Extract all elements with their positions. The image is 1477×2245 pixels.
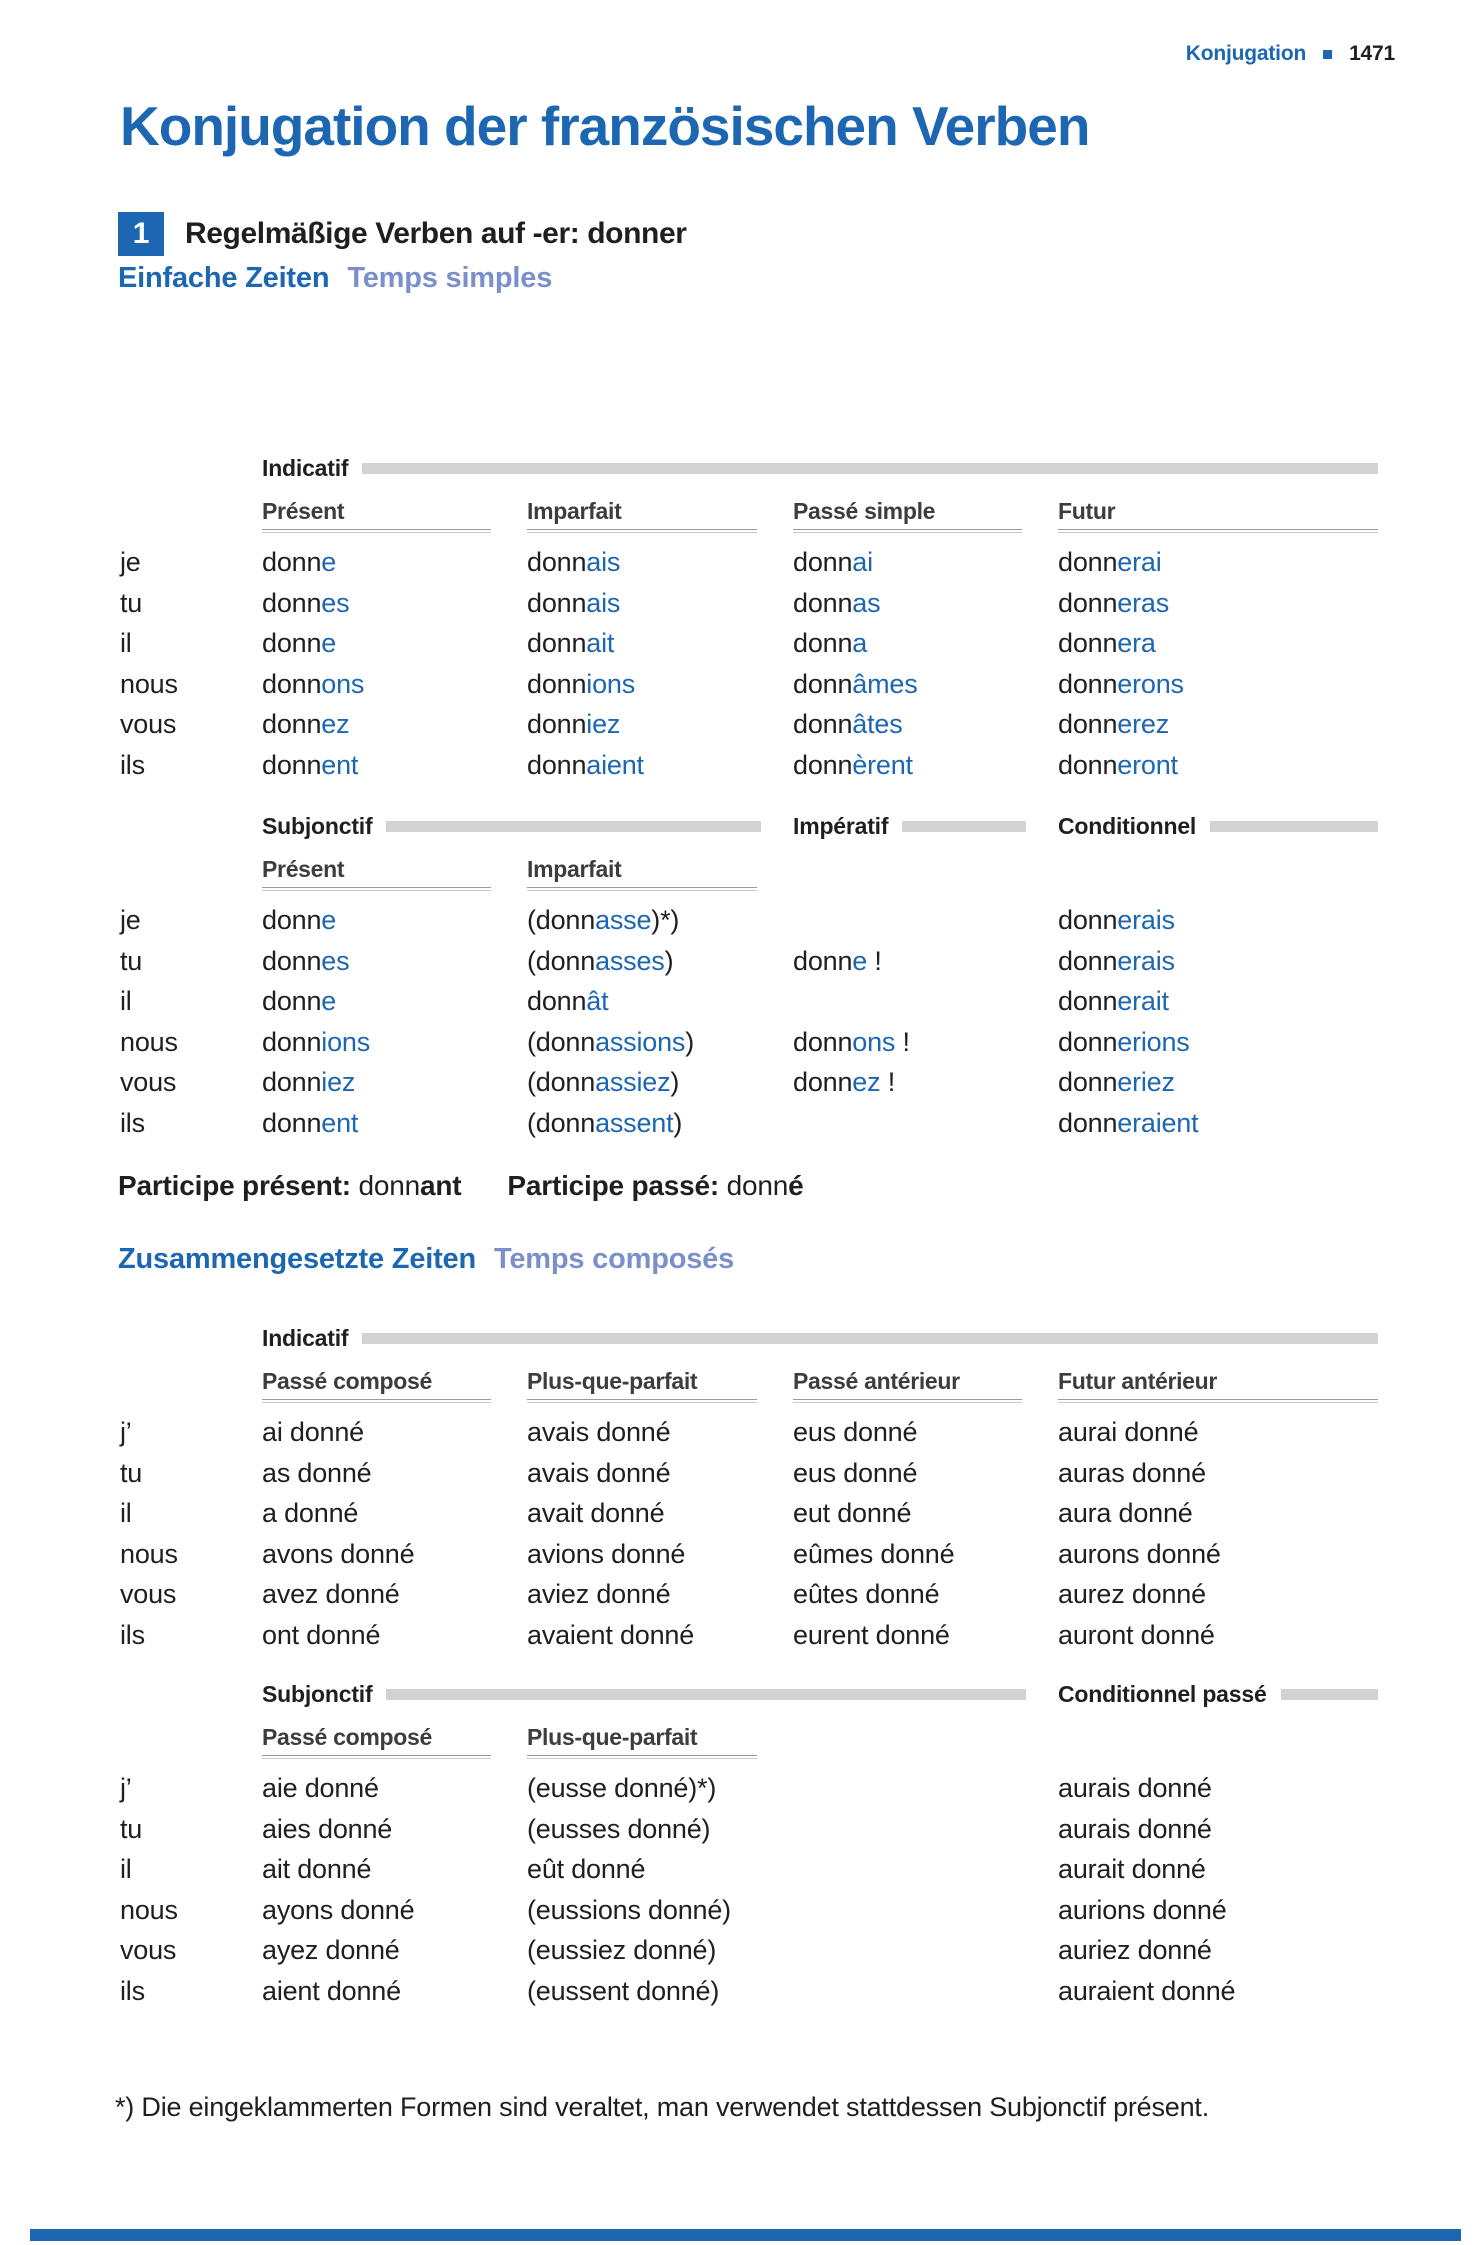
tense-band (793, 813, 1058, 840)
conjugation-form: donne (262, 547, 337, 577)
tense-column-header (1058, 498, 1378, 532)
conjugation-form: donniez (262, 1067, 356, 1097)
tense-column-header-label: Passé simple (793, 498, 936, 524)
conjugation-form: donnerais (1058, 945, 1175, 976)
tense-band-row (120, 1676, 1378, 1712)
tense-column-header-label: Futur antérieur (1058, 1368, 1218, 1394)
conjugation-form (793, 981, 1058, 1022)
tense-column-header-label: Futur (1058, 498, 1116, 524)
conjugation-form: aurons donné (1058, 1538, 1221, 1569)
conjugation-form: donneras (1058, 587, 1169, 618)
pronoun-label: nous (120, 1894, 178, 1925)
participle-ending: ant (420, 1170, 462, 1201)
conjugation-form: (eussent donné) (527, 1975, 720, 2006)
tense-band-row (120, 1320, 1378, 1356)
conjugation-form: donnerai (1058, 547, 1162, 577)
conjugation-form (793, 1768, 1058, 1809)
conjugation-form: (donnassions) (527, 1026, 695, 1057)
subsection-heading-french: Temps simples (347, 262, 553, 294)
participle-ending: é (788, 1170, 804, 1201)
conjugation-form: donnas (793, 587, 881, 618)
tense-column-header-label: Passé composé (262, 1724, 432, 1750)
conjugation-form: eus donné (793, 1457, 918, 1488)
pronoun-label: tu (120, 1457, 143, 1488)
simple-subjonctif-imperatif-conditionnel-table (120, 808, 1378, 1143)
conjugation-form (793, 1890, 1058, 1931)
pronoun-label: tu (120, 1813, 143, 1844)
conjugation-form: donne ! (793, 945, 882, 976)
band-rule (362, 1333, 1378, 1344)
conjugation-form: aurait donné (1058, 1854, 1206, 1884)
conjugation-form: donnons (262, 668, 365, 699)
conjugation-form: donnerez (1058, 709, 1169, 739)
pronoun-label: il (120, 986, 132, 1016)
conjugation-form: (eussiez donné) (527, 1935, 717, 1965)
subsection-heading-french: Temps composés (494, 1243, 735, 1275)
conjugation-form: aurais donné (1058, 1773, 1212, 1803)
conjugation-form (793, 1849, 1058, 1890)
tense-band-row (120, 808, 1378, 844)
conjugation-form: donnes (262, 945, 350, 976)
participle-label: Participe passé: (507, 1170, 719, 1201)
conjugation-form: aurais donné (1058, 1813, 1212, 1844)
conjugation-rows (120, 1412, 1378, 1655)
pronoun-label: je (120, 905, 141, 935)
tense-band (1058, 1681, 1378, 1708)
section-heading (118, 212, 687, 256)
conjugation-form: (donnassiez) (527, 1067, 680, 1097)
simple-indicatif-table (120, 450, 1378, 785)
conjugation-form: donnes (262, 587, 350, 618)
conjugation-form: (eussions donné) (527, 1894, 731, 1925)
conjugation-form: donnai (793, 547, 873, 577)
tense-band-label: Indicatif (262, 454, 349, 481)
participle-line (118, 1168, 803, 1204)
tense-header-row (120, 856, 1378, 890)
pronoun-label: vous (120, 709, 177, 739)
conjugation-form: auraient donné (1058, 1975, 1236, 2006)
footer-rule (30, 2229, 1461, 2241)
tense-header-row (120, 1724, 1378, 1758)
conjugation-rows (120, 1768, 1378, 2011)
tense-column-header (262, 1724, 491, 1758)
conjugation-form: donnera (1058, 628, 1156, 658)
composed-indicatif-table (120, 1320, 1378, 1655)
pronoun-label: je (120, 547, 141, 577)
tense-column-header-label: Imparfait (527, 856, 622, 882)
conjugation-form: aviez donné (527, 1579, 671, 1609)
conjugation-form (793, 1971, 1058, 2012)
conjugation-form: (donnasse)*) (527, 905, 680, 935)
conjugation-form (793, 1103, 1058, 1144)
conjugation-form: donnait (527, 628, 615, 658)
conjugation-form: donnaient (527, 749, 644, 780)
page-number: 1471 (1349, 42, 1395, 65)
tense-column-header (527, 498, 757, 532)
conjugation-form: aient donné (262, 1975, 401, 2006)
subsection-heading-simple-tenses (118, 262, 552, 295)
square-bullet-icon (1323, 50, 1332, 59)
conjugation-form: avaient donné (527, 1619, 695, 1650)
conjugation-form: eût donné (527, 1854, 646, 1884)
conjugation-form: donnent (262, 749, 359, 780)
participle-entry (118, 1168, 461, 1204)
tense-column-header-label: Imparfait (527, 498, 622, 524)
conjugation-form: donna (793, 628, 868, 658)
tense-column-header (262, 498, 491, 532)
conjugation-form: donnerait (1058, 986, 1169, 1016)
tense-header-row (120, 498, 1378, 532)
conjugation-form: ait donné (262, 1854, 372, 1884)
tense-column-header (793, 1368, 1022, 1402)
tense-header-row (120, 1368, 1378, 1402)
participle-stem: donn (350, 1170, 421, 1201)
conjugation-form: aura donné (1058, 1498, 1193, 1528)
conjugation-form: donneraient (1058, 1107, 1199, 1138)
tense-column-header-label: Passé composé (262, 1368, 432, 1394)
conjugation-form: (donnasses) (527, 945, 674, 976)
conjugation-form: a donné (262, 1498, 359, 1528)
conjugation-form: eut donné (793, 1498, 912, 1528)
conjugation-form: eûtes donné (793, 1579, 940, 1609)
conjugation-rows (120, 900, 1378, 1143)
tense-column-header (262, 1368, 491, 1402)
tense-column-header (262, 856, 491, 890)
conjugation-form: (eusse donné)*) (527, 1773, 717, 1803)
conjugation-form: auriez donné (1058, 1935, 1212, 1965)
tense-band-label: Conditionnel (1058, 812, 1197, 839)
tense-band-label: Subjonctif (262, 1680, 373, 1707)
band-rule (1281, 1689, 1378, 1700)
page-title: Konjugation der französischen Verben (120, 95, 1090, 157)
conjugation-form: donnerons (1058, 668, 1184, 699)
conjugation-form: eus donné (793, 1417, 918, 1447)
band-rule (386, 1689, 1026, 1700)
tense-column-header (527, 856, 757, 890)
participle-stem: donn (719, 1170, 789, 1201)
conjugation-form: donnais (527, 547, 621, 577)
band-rule (1210, 821, 1378, 832)
conjugation-form: avais donné (527, 1417, 671, 1447)
conjugation-form: donnions (527, 668, 635, 699)
pronoun-label: il (120, 1854, 132, 1884)
conjugation-form: avait donné (527, 1498, 665, 1528)
conjugation-form: donnâtes (793, 709, 903, 739)
tense-column-header (1058, 1368, 1378, 1402)
conjugation-form: auras donné (1058, 1457, 1206, 1488)
subsection-heading-german: Einfache Zeiten (118, 262, 330, 294)
tense-band (262, 813, 793, 840)
conjugation-form: aurions donné (1058, 1894, 1227, 1925)
pronoun-label: nous (120, 1538, 178, 1569)
band-rule (386, 821, 761, 832)
tense-band (262, 455, 1378, 482)
conjugation-form: donnât (527, 986, 609, 1016)
tense-band-label: Conditionnel passé (1058, 1680, 1267, 1707)
conjugation-form: donne (262, 628, 337, 658)
pronoun-label: vous (120, 1579, 177, 1609)
pronoun-label: tu (120, 587, 143, 618)
running-header-keyword: Konjugation (1185, 42, 1307, 65)
conjugation-form: donnerais (1058, 905, 1175, 935)
conjugation-form: ont donné (262, 1619, 381, 1650)
band-rule (362, 463, 1378, 474)
running-header (1186, 42, 1395, 66)
pronoun-label: j’ (120, 1773, 132, 1803)
conjugation-form: auront donné (1058, 1619, 1215, 1650)
conjugation-form: donne (262, 905, 337, 935)
pronoun-label: il (120, 628, 132, 658)
tense-band (262, 1681, 1058, 1708)
conjugation-form: donnais (527, 587, 621, 618)
conjugation-form: donnâmes (793, 668, 918, 699)
pronoun-label: nous (120, 668, 178, 699)
conjugation-form: donnerions (1058, 1026, 1190, 1057)
conjugation-form: ai donné (262, 1417, 364, 1447)
pronoun-label: vous (120, 1067, 177, 1097)
pronoun-label: ils (120, 1619, 145, 1650)
tense-column-header (527, 1724, 757, 1758)
subsection-heading-composed-tenses (118, 1243, 734, 1276)
conjugation-form: avons donné (262, 1538, 415, 1569)
pronoun-label: ils (120, 1107, 145, 1138)
section-number-badge: 1 (118, 212, 164, 256)
conjugation-form: donnions (262, 1026, 370, 1057)
tense-band-label: Indicatif (262, 1324, 349, 1351)
conjugation-form: donneriez (1058, 1067, 1175, 1097)
band-rule (902, 821, 1026, 832)
conjugation-form: eurent donné (793, 1619, 950, 1650)
pronoun-label: vous (120, 1935, 177, 1965)
conjugation-form: ayons donné (262, 1894, 415, 1925)
tense-column-header (527, 1368, 757, 1402)
conjugation-form: aie donné (262, 1773, 379, 1803)
footnote: *) Die eingeklammerten Formen sind veraltet, man verwendet stattdessen Subjonctif présent. (115, 2092, 1210, 2122)
conjugation-form (793, 1930, 1058, 1971)
conjugation-form: donneront (1058, 749, 1178, 780)
tense-band-label: Impératif (793, 812, 889, 839)
conjugation-form: avais donné (527, 1457, 671, 1488)
tense-band-row (120, 450, 1378, 486)
conjugation-form: donnons ! (793, 1026, 910, 1057)
section-title: Regelmäßige Verben auf -er: donner (185, 217, 687, 250)
conjugation-rows (120, 542, 1378, 785)
composed-subjonctif-conditionnel-table (120, 1676, 1378, 2011)
pronoun-label: il (120, 1498, 132, 1528)
conjugation-form: donne (262, 986, 337, 1016)
conjugation-form (793, 1809, 1058, 1850)
pronoun-label: nous (120, 1026, 178, 1057)
conjugation-form: (donnassent) (527, 1107, 683, 1138)
conjugation-form: eûmes donné (793, 1538, 955, 1569)
conjugation-form: as donné (262, 1457, 372, 1488)
pronoun-label: ils (120, 749, 145, 780)
conjugation-form: avez donné (262, 1579, 400, 1609)
conjugation-form: (eusses donné) (527, 1813, 711, 1844)
subsection-heading-german: Zusammengesetzte Zeiten (118, 1243, 476, 1275)
conjugation-form: donnez (262, 709, 350, 739)
tense-column-header (793, 498, 1022, 532)
conjugation-form: aurez donné (1058, 1579, 1206, 1609)
participle-label: Participe présent: (118, 1170, 351, 1201)
conjugation-form: ayez donné (262, 1935, 400, 1965)
participle-entry (507, 1168, 803, 1204)
conjugation-form: donnez ! (793, 1067, 895, 1097)
conjugation-form: donnent (262, 1107, 359, 1138)
tense-band (1058, 813, 1378, 840)
conjugation-form: donnèrent (793, 749, 913, 780)
conjugation-form (793, 900, 1058, 941)
conjugation-form: avions donné (527, 1538, 686, 1569)
pronoun-label: ils (120, 1975, 145, 2006)
tense-column-header-label: Passé antérieur (793, 1368, 960, 1394)
pronoun-label: tu (120, 945, 143, 976)
pronoun-label: j’ (120, 1417, 132, 1447)
tense-band-label: Subjonctif (262, 812, 373, 839)
tense-column-header-label: Présent (262, 498, 345, 524)
tense-column-header-label: Plus-que-parfait (527, 1368, 698, 1394)
tense-band (262, 1325, 1378, 1352)
tense-column-header-label: Plus-que-parfait (527, 1724, 698, 1750)
conjugation-form: donniez (527, 709, 621, 739)
conjugation-form: aurai donné (1058, 1417, 1199, 1447)
tense-column-header-label: Présent (262, 856, 345, 882)
conjugation-form: aies donné (262, 1813, 393, 1844)
